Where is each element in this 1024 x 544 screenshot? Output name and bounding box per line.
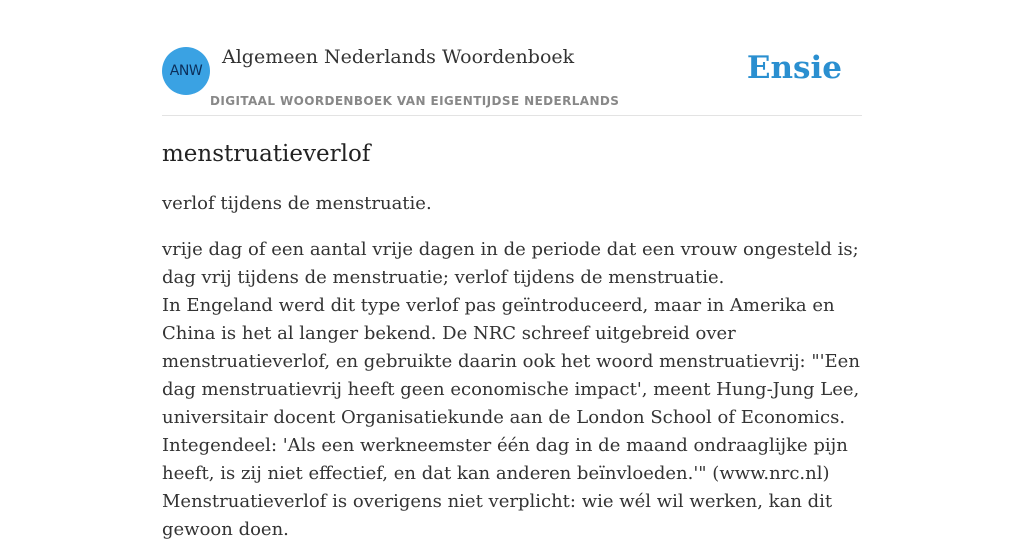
- site-header: [162, 44, 862, 116]
- example-text: In Engeland werd dit type verlof pas geïntroduceerd, maar in Amerika en China is het al langer bekend. De NRC schreef uitgebreid over menstruatieverlof, en gebruikte daarin ook het woord menstruatievrij: "'Een dag menstruatievrij heeft geen economische impact', meent Hung-Jung Lee, universitair docent Organisatiekunde aan de London School of Economics. Integendeel: 'Als een werkneemster één dag in de maand ondraaglijke pijn heeft, is zij niet effectief, en dat kan anderen beïnvloeden.'" (www.nrc.nl) Menstruatieverlof is overigens niet verplicht: wie wél wil werken, kan dit gewoon doen.: [162, 295, 860, 540]
- header-divider: [162, 115, 862, 116]
- site-title[interactable]: Algemeen Nederlands Woordenboek: [222, 46, 575, 68]
- definition-text: vrije dag of een aantal vrije dagen in de periode dat een vrouw ongesteld is; dag vrij tijdens de menstruatie; verlof tijdens de menstruatie.: [162, 239, 859, 288]
- anw-logo[interactable]: ANW: [162, 47, 210, 95]
- short-definition: verlof tijdens de menstruatie.: [162, 193, 432, 214]
- entry-content: [162, 138, 864, 544]
- site-subtitle: DIGITAAL WOORDENBOEK VAN EIGENTIJDSE NEDERLANDS: [210, 94, 620, 108]
- full-definition-block: [162, 236, 864, 544]
- ensie-brand-logo[interactable]: Ensie: [746, 50, 842, 86]
- entry-headword: menstruatieverlof: [162, 141, 371, 167]
